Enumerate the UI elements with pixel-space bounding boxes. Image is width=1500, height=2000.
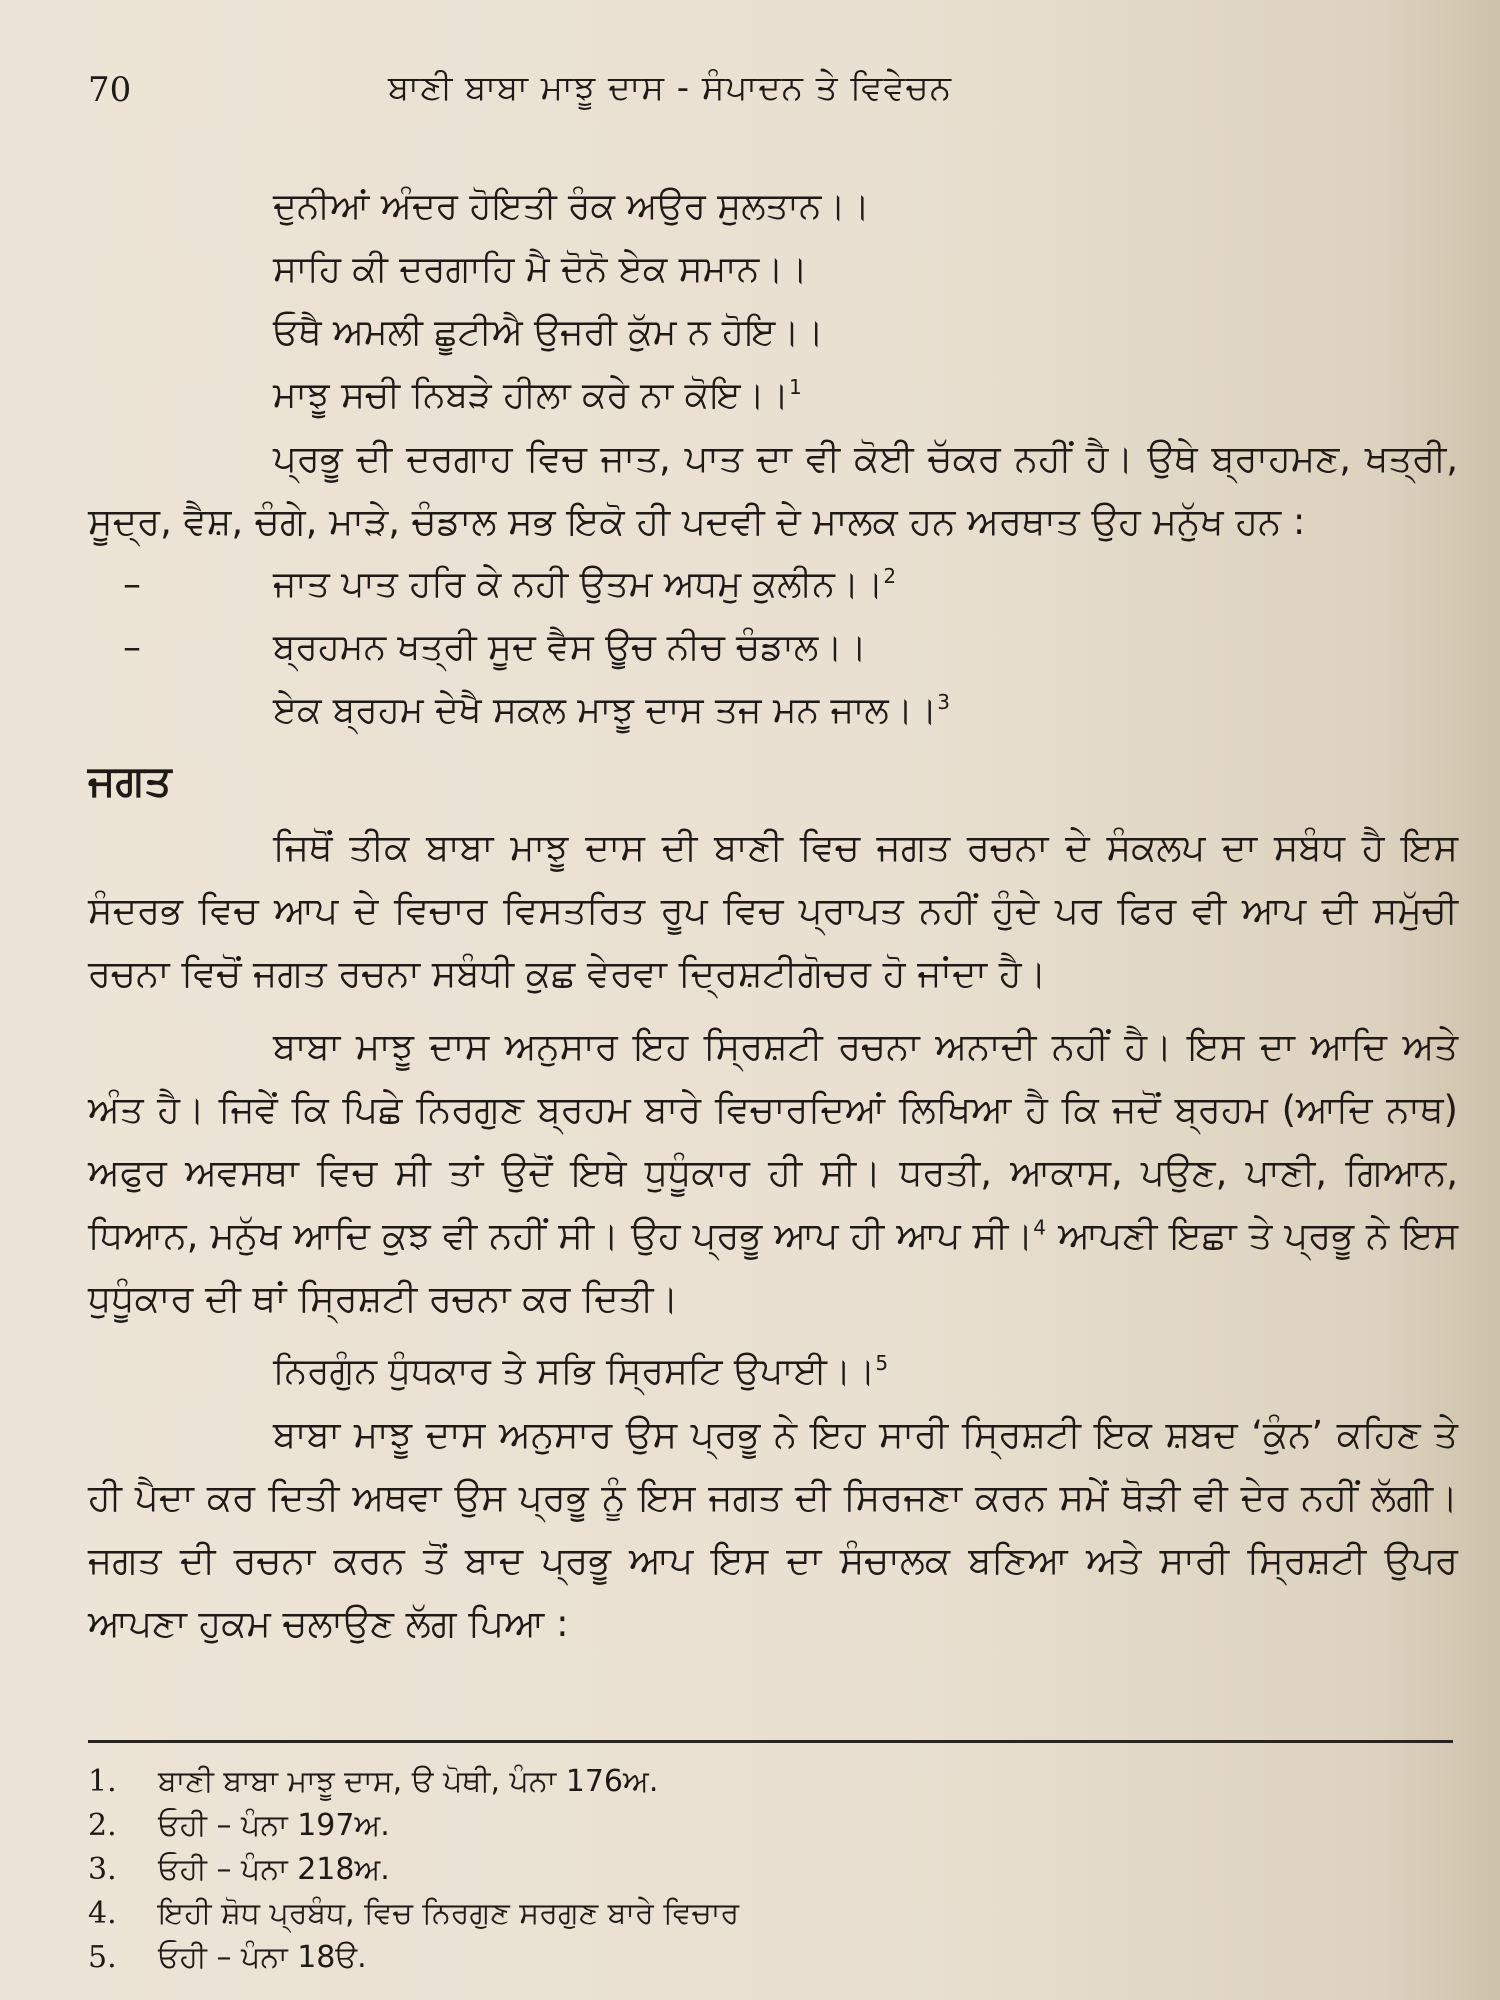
list-dash: – [123, 564, 141, 605]
verse-text: ਨਿਰਗੁੰਨ ਧੁੰਧਕਾਰ ਤੇ ਸਭਿ ਸ੍ਰਿਸਟਿ ਉਪਾਈ।। [273, 1351, 876, 1392]
footnote-number: 4. [88, 1896, 117, 1931]
verse-text: ਮਾਝੂ ਸਚੀ ਨਿਬੜੇ ਹੀਲਾ ਕਰੇ ਨਾ ਕੋਇ।। [273, 375, 790, 416]
verse-line: ਦੁਨੀਆਂ ਅੰਦਰ ਹੋਇਤੀ ਰੰਕ ਅਉਰ ਸੁਲਤਾਨ।। [273, 186, 870, 227]
footnote [88, 1760, 1388, 1804]
verse-text: ਏਕ ਬ੍ਰਹਮ ਦੇਖੈ ਸਕਲ ਮਾਝੂ ਦਾਸ ਤਜ ਮਨ ਜਾਲ।। [273, 690, 938, 731]
verse-line [273, 1340, 1458, 1403]
footnote [88, 1936, 1388, 1980]
verse-block-1 [88, 175, 1458, 427]
footnote-ref: 2 [883, 564, 897, 588]
footnote-text: ਓਹੀ – ਪੰਨਾ 197ਅ. [158, 1808, 390, 1843]
list-dash: – [123, 627, 141, 668]
paragraph-text: ਬਾਬਾ ਮਾਝੂ ਦਾਸ ਅਨੁਸਾਰ ਇਹ ਸ੍ਰਿਸ਼ਟੀ ਰਚਨਾ ਅਨਾਦੀ ਨਹੀਂ ਹੈ। ਇਸ ਦਾ ਆਦਿ ਅਤੇ ਅੰਤ ਹੈ। ਜਿਵੇਂ ਕਿ ਪਿਛੇ ਨਿਰਗੁਣ ਬ੍ਰਹਮ ਬਾਰੇ ਵਿਚਾਰਦਿਆਂ ਲਿਖਿਆ ਹੈ ਕਿ ਜਦੋਂ ਬ੍ਰਹਮ (ਆਦਿ ਨਾਥ) ਅਫੁਰ ਅਵਸਥਾ ਵਿਚ ਸੀ ਤਾਂ ਉਦੋਂ ਇਥੇ ਧੁਧੂੰਕਾਰ ਹੀ ਸੀ। ਧਰਤੀ, ਆਕਾਸ, ਪਉਣ, ਪਾਣੀ, ਗਿਆਨ, ਧਿਆਨ, ਮਨੁੱਖ ਆਦਿ ਕੁਝ ਵੀ ਨਹੀਂ ਸੀ। ਉਹ ਪ੍ਰਭੂ ਆਪ ਹੀ ਆਪ ਸੀ। [88, 1025, 1458, 1257]
footnote-text: ਇਹੀ ਸ਼ੋਧ ਪ੍ਰਬੰਧ, ਵਿਚ ਨਿਰਗੁਣ ਸਰਗੁਣ ਬਾਰੇ ਵਿਚਾਰ [158, 1896, 740, 1931]
verse-line: ਸਾਹਿ ਕੀ ਦਰਗਾਹਿ ਮੈ ਦੋਨੋ ਏਕ ਸਮਾਨ।। [273, 249, 808, 290]
footnote-number: 2. [88, 1808, 117, 1843]
verse-block-2 [88, 553, 1458, 742]
footnote-ref: 5 [875, 1351, 889, 1375]
running-title: ਬਾਣੀ ਬਾਬਾ ਮਾਝੂ ਦਾਸ - ਸੰਪਾਦਨ ਤੇ ਵਿਵੇਚਨ [388, 68, 952, 108]
footnote-number: 1. [88, 1764, 117, 1799]
paragraph: ਜਿਥੋਂ ਤੀਕ ਬਾਬਾ ਮਾਝੂ ਦਾਸ ਦੀ ਬਾਣੀ ਵਿਚ ਜਗਤ ਰਚਨਾ ਦੇ ਸੰਕਲਪ ਦਾ ਸਬੰਧ ਹੈ ਇਸ ਸੰਦਰਭ ਵਿਚ ਆਪ ਦੇ ਵਿਚਾਰ ਵਿਸਤਰਿਤ ਰੂਪ ਵਿਚ ਪ੍ਰਾਪਤ ਨਹੀਂ ਹੁੰਦੇ ਪਰ ਫਿਰ ਵੀ ਆਪ ਦੀ ਸਮੁੱਚੀ ਰਚਨਾ ਵਿਚੋਂ ਜਗਤ ਰਚਨਾ ਸਬੰਧੀ ਕੁਛ ਵੇਰਵਾ ਦ੍ਰਿਸ਼ਟੀਗੋਚਰ ਹੋ ਜਾਂਦਾ ਹੈ। [88, 826, 1458, 995]
verse-text: ਜਾਤ ਪਾਤ ਹਰਿ ਕੇ ਨਹੀ ਉਤਮ ਅਧਮੁ ਕੁਲੀਨ।। [273, 564, 884, 605]
verse-line [123, 616, 1458, 679]
footnote-ref: 1 [789, 375, 802, 399]
footnote-text: ਓਹੀ – ਪੰਨਾ 218ਅ. [158, 1852, 390, 1887]
verse-line [273, 679, 1458, 742]
footnote [88, 1848, 1388, 1892]
page-header [88, 62, 1458, 122]
paragraph [88, 1015, 1458, 1330]
footnote-number: 3. [88, 1852, 117, 1887]
verse-line: ਓਥੈ ਅਮਲੀ ਛੂਟੀਐ ਉਜਰੀ ਕੁੱਮ ਨ ਹੋਇ।। [273, 312, 824, 353]
footnote [88, 1892, 1388, 1936]
paragraph-text: ਆਪਣੀ ਇਛਾ ਤੇ ਪ੍ਰਭੂ ਨੇ ਇਸ ਧੁਧੂੰਕਾਰ ਦੀ ਥਾਂ ਸ੍ਰਿਸ਼ਟੀ ਰਚਨਾ ਕਰ ਦਿਤੀ। [88, 1214, 1458, 1320]
paragraph: ਪ੍ਰਭੂ ਦੀ ਦਰਗਾਹ ਵਿਚ ਜਾਤ, ਪਾਤ ਦਾ ਵੀ ਕੋਈ ਚੱਕਰ ਨਹੀਂ ਹੈ। ਉਥੇ ਬ੍ਰਾਹਮਣ, ਖਤ੍ਰੀ, ਸੂਦ੍ਰ, ਵੈਸ਼, ਚੰਗੇ, ਮਾੜੇ, ਚੰਡਾਲ ਸਭ ਇਕੋ ਹੀ ਪਦਵੀ ਦੇ ਮਾਲਕ ਹਨ ਅਰਥਾਤ ਉਹ ਮਨੁੱਖ ਹਨ : [88, 437, 1458, 543]
verse-text: ਬ੍ਰਹਮਨ ਖਤ੍ਰੀ ਸੂਦ ਵੈਸ ਊਚ ਨੀਚ ਚੰਡਾਲ।। [273, 627, 867, 668]
footnote-ref: 3 [937, 690, 951, 714]
verse-line [273, 364, 1458, 427]
footnote-text: ਬਾਣੀ ਬਾਬਾ ਮਾਝੂ ਦਾਸ, ੳ ਪੋਥੀ, ਪੰਨਾ 176ਅ. [158, 1764, 659, 1799]
footnote-text: ਓਹੀ – ਪੰਨਾ 18ੳ. [158, 1940, 367, 1975]
verse-line [123, 553, 1458, 616]
footnote-number: 5. [88, 1940, 117, 1975]
footnote-divider [88, 1740, 1453, 1743]
footnote [88, 1804, 1388, 1848]
footnote-ref: 4 [1033, 1215, 1047, 1240]
section-heading: ਜਗਤ [88, 756, 172, 805]
footnotes [88, 1760, 1388, 1980]
page-body [88, 175, 1458, 1655]
paragraph: ਬਾਬਾ ਮਾਝੂ ਦਾਸ ਅਨੁਸਾਰ ਉਸ ਪ੍ਰਭੂ ਨੇ ਇਹ ਸਾਰੀ ਸ੍ਰਿਸ਼ਟੀ ਇਕ ਸ਼ਬਦ ‘ਕੁੰਨ’ ਕਹਿਣ ਤੇ ਹੀ ਪੈਦਾ ਕਰ ਦਿਤੀ ਅਥਵਾ ਉਸ ਪ੍ਰਭੂ ਨੂੰ ਇਸ ਜਗਤ ਦੀ ਸਿਰਜਣਾ ਕਰਨ ਸਮੇਂ ਥੋੜੀ ਵੀ ਦੇਰ ਨਹੀਂ ਲੱਗੀ। ਜਗਤ ਦੀ ਰਚਨਾ ਕਰਨ ਤੋਂ ਬਾਦ ਪ੍ਰਭੂ ਆਪ ਇਸ ਦਾ ਸੰਚਾਲਕ ਬਣਿਆ ਅਤੇ ਸਾਰੀ ਸ੍ਰਿਸ਼ਟੀ ਉਪਰ ਆਪਣਾ ਹੁਕਮ ਚਲਾਉਣ ਲੱਗ ਪਿਆ : [88, 1413, 1458, 1645]
page-number: 70 [88, 70, 132, 110]
